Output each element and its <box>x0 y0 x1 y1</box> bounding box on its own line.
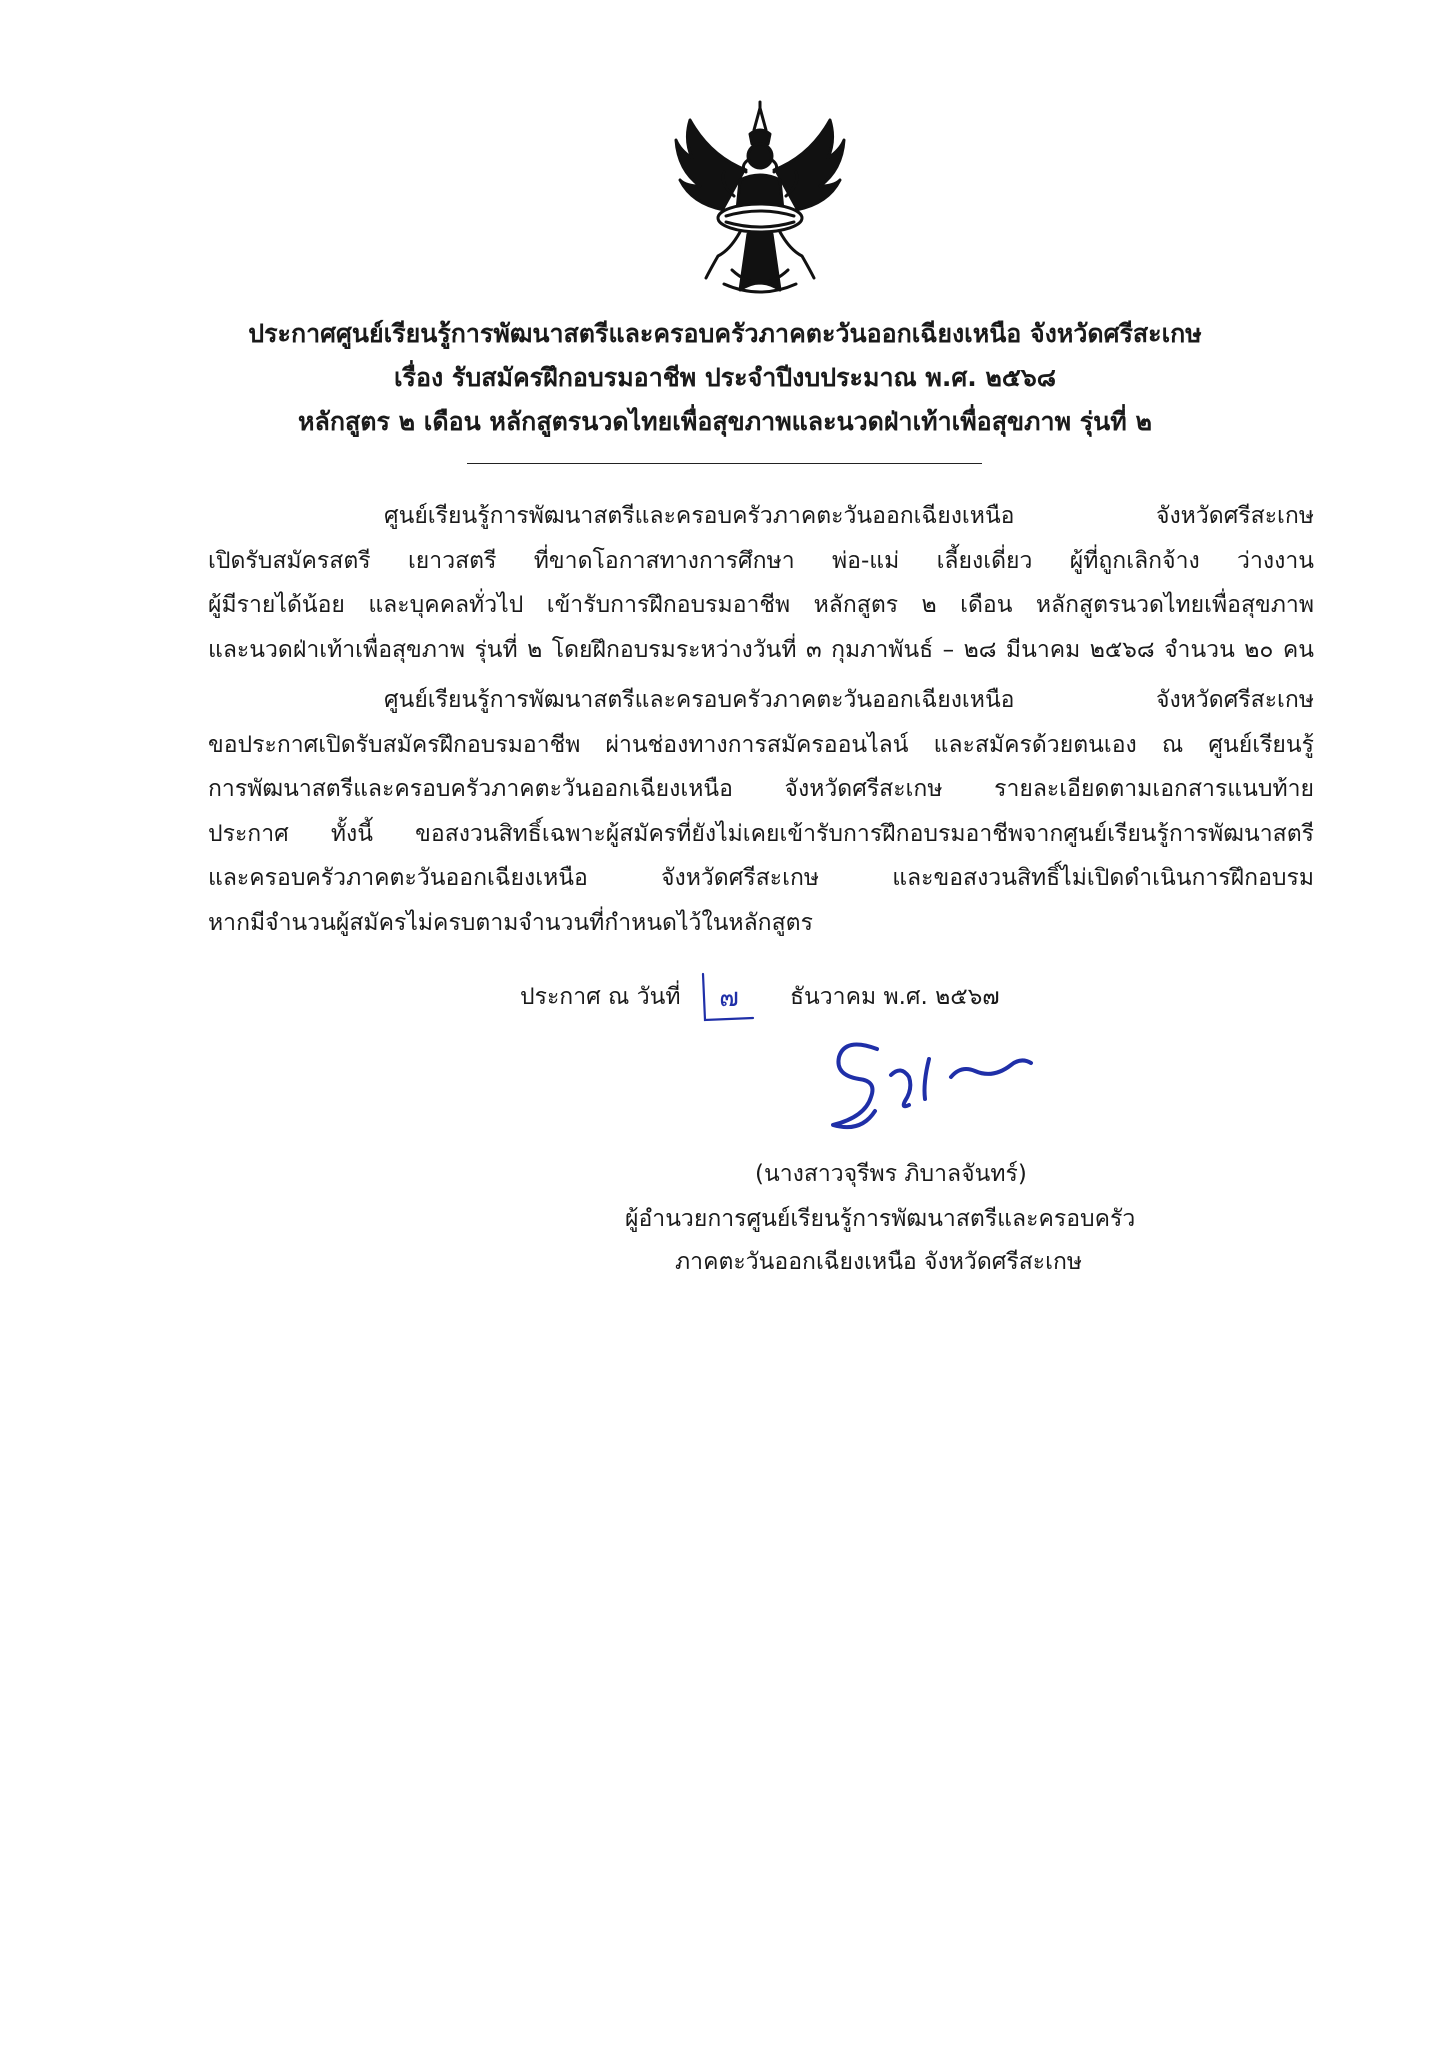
paragraph-1-line: เปิดรับสมัครสตรี เยาวสตรี ที่ขาดโอกาสทางการศึกษา พ่อ-แม่ เลี้ยงเดี่ยว ผู้ที่ถูกเลิกจ้าง ว่างงาน <box>208 547 1314 574</box>
paragraph-1-line: ผู้มีรายได้น้อย และบุคคลทั่วไป เข้ารับการฝึกอบรมอาชีพ หลักสูตร ๒ เดือน หลักสูตรนวดไทยเพื่อสุขภาพ <box>208 592 1314 618</box>
paragraph-2-line: หากมีจำนวนผู้สมัครไม่ครบตามจำนวนที่กำหนดไว้ในหลักสูตร <box>208 909 813 936</box>
signer-name: (นางสาวจุรีพร ภิบาลจันทร์) <box>755 1161 1027 1187</box>
paragraph-2-line: ศูนย์เรียนรู้การพัฒนาสตรีและครอบครัวภาคตะวันออกเฉียงเหนือ จังหวัดศรีสะเกษ <box>384 687 1314 713</box>
paragraph-2-line: ขอประกาศเปิดรับสมัครฝึกอบรมอาชีพ ผ่านช่องทางการสมัครออนไลน์ และสมัครด้วยตนเอง ณ ศูนย์เรียนรู้ <box>208 731 1314 758</box>
handwritten-signature <box>805 1035 1045 1145</box>
paragraph-1 <box>208 494 1314 672</box>
paragraph-2-line: ประกาศ ทั้งนี้ ขอสงวนสิทธิ์เฉพาะผู้สมัครที่ยังไม่เคยเข้ารับการฝึกอบรมอาชีพจากศูนย์เรียนรู้การพัฒนาสตรี <box>208 820 1314 847</box>
signer-title-line-1: ผู้อำนวยการศูนย์เรียนรู้การพัฒนาสตรีและครอบครัว <box>625 1206 1136 1232</box>
date-suffix: ธันวาคม พ.ศ. ๒๕๖๗ <box>790 984 1000 1010</box>
date-prefix: ประกาศ ณ วันที่ <box>520 984 681 1010</box>
handwritten-day <box>693 970 763 1030</box>
signer-title-line-2: ภาคตะวันออกเฉียงเหนือ จังหวัดศรีสะเกษ <box>675 1249 1083 1275</box>
title-divider <box>467 463 982 464</box>
announcement-title: ประกาศศูนย์เรียนรู้การพัฒนาสตรีและครอบครัวภาคตะวันออกเฉียงเหนือ จังหวัดศรีสะเกษ <box>248 319 1202 348</box>
paragraph-2 <box>208 678 1314 945</box>
garuda-emblem-icon <box>670 100 850 300</box>
paragraph-1-line: และนวดฝ่าเท้าเพื่อสุขภาพ รุ่นที่ ๒ โดยฝึกอบรมระหว่างวันที่ ๓ กุมภาพันธ์ – ๒๘ มีนาคม ๒๕๖๘ จำนวน ๒๐ คน <box>208 636 1314 663</box>
svg-text:๗: ๗ <box>719 983 739 1013</box>
course-title: หลักสูตร ๒ เดือน หลักสูตรนวดไทยเพื่อสุขภาพและนวดฝ่าเท้าเพื่อสุขภาพ รุ่นที่ ๒ <box>298 407 1152 436</box>
paragraph-1-line: ศูนย์เรียนรู้การพัฒนาสตรีและครอบครัวภาคตะวันออกเฉียงเหนือ จังหวัดศรีสะเกษ <box>384 503 1314 529</box>
announcement-subject: เรื่อง รับสมัครฝึกอบรมอาชีพ ประจำปีงบประมาณ พ.ศ. ๒๕๖๘ <box>394 363 1056 392</box>
paragraph-2-line: และครอบครัวภาคตะวันออกเฉียงเหนือ จังหวัดศรีสะเกษ และขอสงวนสิทธิ์ไม่เปิดดำเนินการฝึกอบรม <box>208 865 1314 891</box>
paragraph-2-line: การพัฒนาสตรีและครอบครัวภาคตะวันออกเฉียงเหนือ จังหวัดศรีสะเกษ รายละเอียดตามเอกสารแนบท้าย <box>208 776 1314 802</box>
